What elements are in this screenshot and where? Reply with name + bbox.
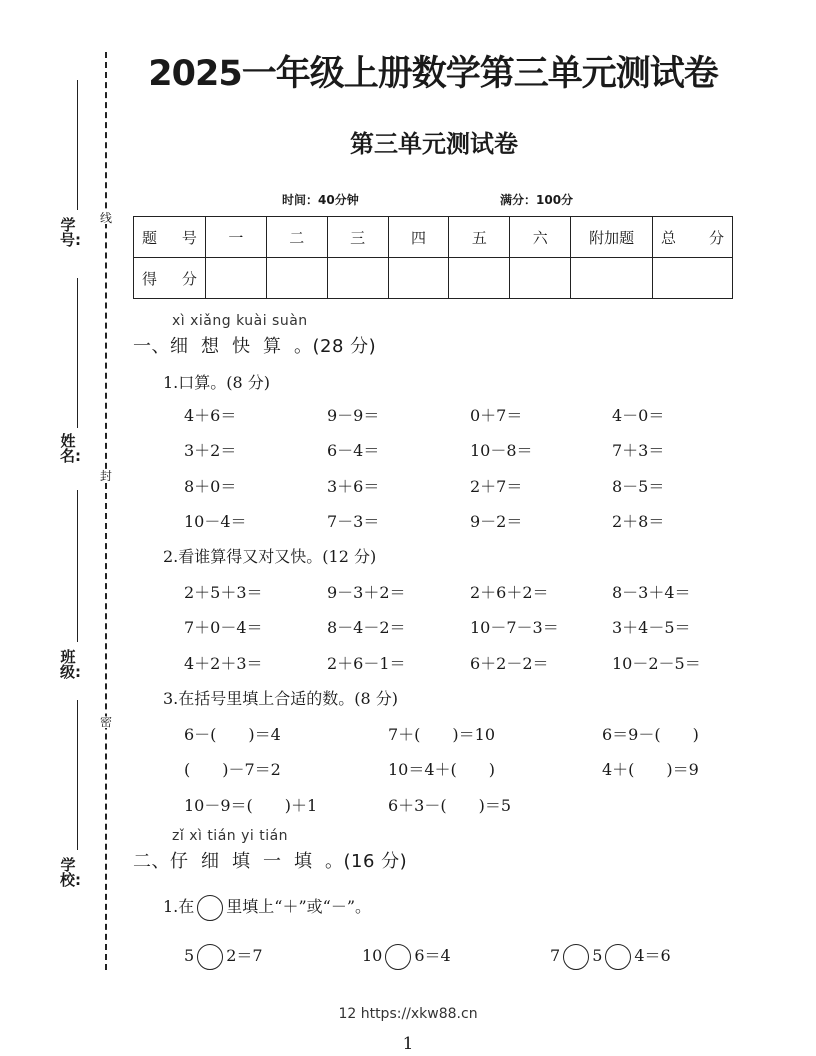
problem: 8－5＝ <box>612 477 665 496</box>
score-header-cell: 附加题 <box>571 217 653 258</box>
problem: 6－4＝ <box>327 441 380 460</box>
section2-title: 仔细填一填 <box>170 851 325 872</box>
fill-blank-problem[interactable]: 6－( )＝4 <box>184 725 281 744</box>
operator-circle[interactable] <box>605 944 631 970</box>
fill-blank-problem[interactable]: 4＋( )＝9 <box>602 760 699 779</box>
score-header-cell: 六 <box>510 217 571 258</box>
s1-q2-row <box>0 580 816 604</box>
problem: 7－3＝ <box>327 512 380 531</box>
operator-circle[interactable] <box>385 944 411 970</box>
score-header-cell: 二 <box>266 217 327 258</box>
section2-score: 。(16 分) <box>325 851 408 872</box>
problem: 10－4＝ <box>184 512 247 531</box>
problem: 9－3＋2＝ <box>327 583 406 602</box>
problem: 6＋2－2＝ <box>470 654 549 673</box>
page-title: 2025一年级上册数学第三单元测试卷 <box>148 54 718 94</box>
problem: 2＋8＝ <box>612 512 665 531</box>
problem: 0＋7＝ <box>470 406 523 425</box>
problem: 10－8＝ <box>470 441 533 460</box>
s1-q2-label: 2.看谁算得又对又快。(12 分) <box>163 547 377 566</box>
s2-q1-label-b: 里填上“＋”或“－”。 <box>226 897 372 916</box>
operand: 10 <box>362 946 383 965</box>
problem: 2＋6＋2＝ <box>470 583 549 602</box>
footer-source: 12 https://xkw88.cn <box>338 1006 478 1022</box>
section1-pinyin: xì xiǎng kuài suàn <box>172 313 308 329</box>
score-header-cell: 总 分 <box>653 217 733 258</box>
problem: 3＋4－5＝ <box>612 618 691 637</box>
score-table-score-row <box>134 258 733 299</box>
s1-q3-row <box>0 793 816 817</box>
score-input-cell[interactable] <box>327 258 388 299</box>
s1-q3-row <box>0 722 816 746</box>
section2-pinyin: zǐ xì tián yi tián <box>172 828 289 844</box>
full-score: 满分：100分 <box>500 193 574 207</box>
operator-circle[interactable] <box>563 944 589 970</box>
s1-q2-row <box>0 615 816 639</box>
problem: 2＋5＋3＝ <box>184 583 263 602</box>
seal-mark-secret: 密 <box>100 715 113 729</box>
problem: 4＋2＋3＝ <box>184 654 263 673</box>
section1-title: 细想快算 <box>170 336 294 357</box>
page-number: 1 <box>402 1034 414 1054</box>
s1-q3-row <box>0 757 816 781</box>
section1-heading <box>133 332 376 358</box>
score-input-cell[interactable] <box>266 258 327 299</box>
time-limit: 时间：40分钟 <box>282 193 359 207</box>
s1-q1-row <box>0 403 816 427</box>
score-header-cell: 五 <box>449 217 510 258</box>
fill-blank-problem[interactable]: 6＝9－( ) <box>602 725 699 744</box>
school-label: 学 校: <box>60 856 81 889</box>
s1-q2-row <box>0 651 816 675</box>
operand: 4＝6 <box>634 946 671 965</box>
operand: 5 <box>184 946 195 965</box>
s1-q1-label: 1.口算。(8 分) <box>163 373 271 392</box>
problem: 4－0＝ <box>612 406 665 425</box>
fill-blank-problem[interactable]: 10＝4＋( ) <box>388 760 496 779</box>
s2-q1-label-a: 1.在 <box>163 897 195 916</box>
score-table-header-row <box>134 217 733 258</box>
score-table <box>133 216 733 299</box>
section2-heading <box>133 847 407 873</box>
circle-blank-icon <box>197 895 223 921</box>
problem: 9－2＝ <box>470 512 523 531</box>
score-input-cell[interactable] <box>571 258 653 299</box>
problem: 10－2－5＝ <box>612 654 701 673</box>
score-input-cell[interactable] <box>510 258 571 299</box>
problem: 3＋2＝ <box>184 441 237 460</box>
problem: 9－9＝ <box>327 406 380 425</box>
score-header-cell: 四 <box>388 217 449 258</box>
score-input-cell[interactable] <box>449 258 510 299</box>
name-label: 姓 名: <box>60 432 81 465</box>
s1-q3-label: 3.在括号里填上合适的数。(8 分) <box>163 689 399 708</box>
score-input-cell[interactable] <box>205 258 266 299</box>
page-subtitle: 第三单元测试卷 <box>350 130 518 158</box>
problem: 8－3＋4＝ <box>612 583 691 602</box>
student-no-label: 学 号: <box>60 216 81 249</box>
section1-prefix: 一、 <box>133 336 170 357</box>
operand: 6＝4 <box>414 946 451 965</box>
problem: 4＋6＝ <box>184 406 237 425</box>
problem: 7＋0－4＝ <box>184 618 263 637</box>
problem: 2＋7＝ <box>470 477 523 496</box>
section1-score: 。(28 分) <box>294 336 377 357</box>
seal-mark-seal: 封 <box>100 469 113 483</box>
problem: 3＋6＝ <box>327 477 380 496</box>
s1-q1-row <box>0 509 816 533</box>
s1-q1-row <box>0 474 816 498</box>
score-header-cell: 三 <box>327 217 388 258</box>
class-label: 班 级: <box>60 648 81 681</box>
operand: 2＝7 <box>226 946 263 965</box>
operator-problem <box>362 942 451 970</box>
score-header-cell: 题 号 <box>134 217 206 258</box>
fill-blank-problem[interactable]: 7＋( )＝10 <box>388 725 496 744</box>
score-header-cell: 一 <box>205 217 266 258</box>
seal-mark-line: 线 <box>100 211 113 225</box>
problem: 8＋0＝ <box>184 477 237 496</box>
problem: 10－7－3＝ <box>470 618 559 637</box>
problem: 2＋6－1＝ <box>327 654 406 673</box>
operator-problem <box>184 942 263 970</box>
operator-circle[interactable] <box>197 944 223 970</box>
operator-problem <box>550 942 671 970</box>
s2-q1-label <box>163 894 371 921</box>
score-input-cell[interactable] <box>653 258 733 299</box>
score-input-cell[interactable] <box>388 258 449 299</box>
problem: 8－4－2＝ <box>327 618 406 637</box>
problem: 7＋3＝ <box>612 441 665 460</box>
score-row-label: 得 分 <box>134 258 206 299</box>
section2-prefix: 二、 <box>133 851 170 872</box>
fill-blank-problem[interactable]: 10－9＝( )＋1 <box>184 796 318 815</box>
s1-q1-row <box>0 438 816 462</box>
fill-blank-problem[interactable]: ( )－7＝2 <box>184 760 281 779</box>
operand: 7 <box>550 946 561 965</box>
s2-q1-row <box>0 942 816 970</box>
operand: 5 <box>592 946 603 965</box>
fill-blank-problem[interactable]: 6＋3－( )＝5 <box>388 796 512 815</box>
